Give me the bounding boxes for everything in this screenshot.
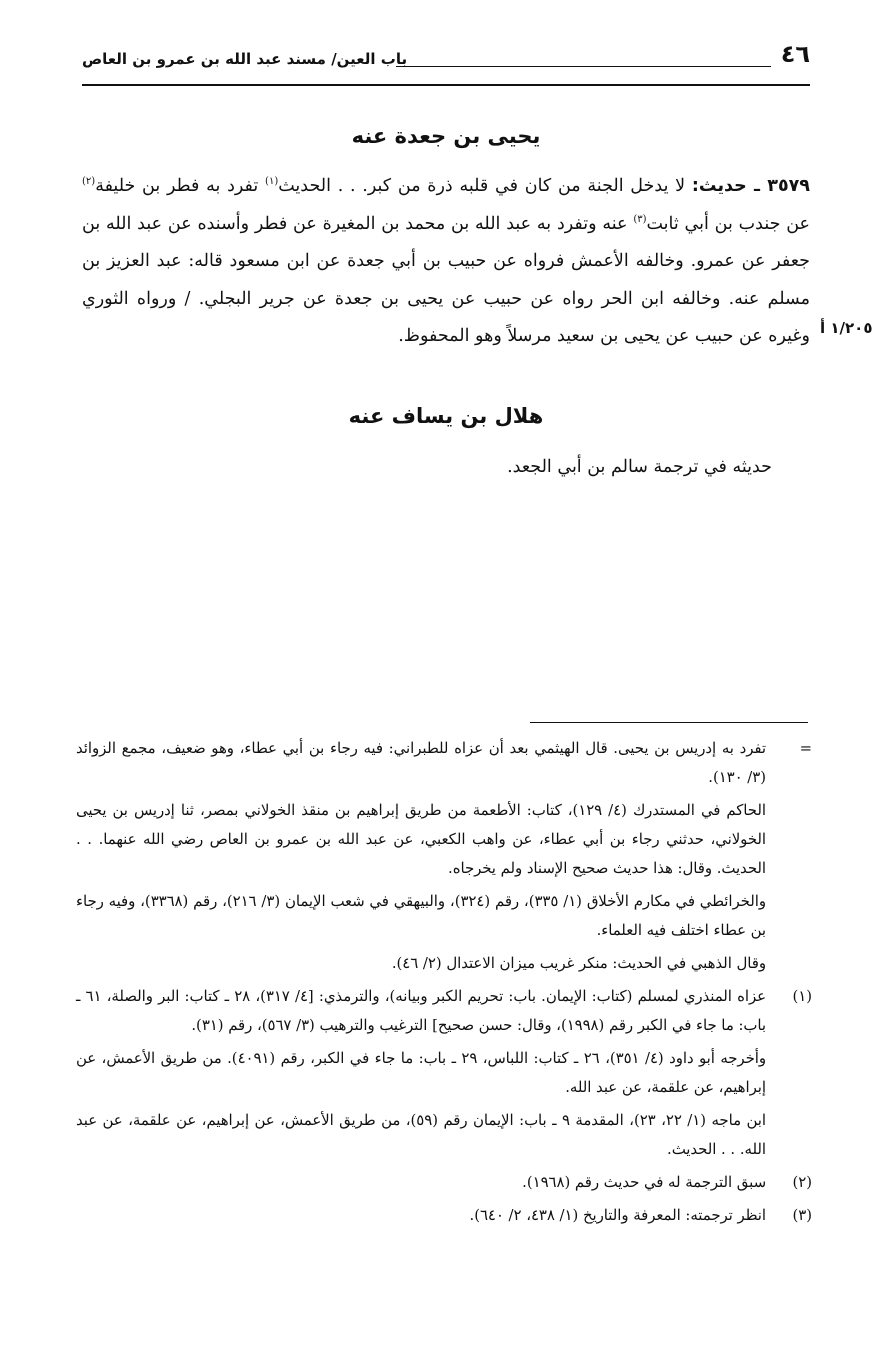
footnote-ref-3: (٣) [633, 213, 647, 225]
hadith-text-3: عنه وتفرد به عبد الله بن محمد بن المغيرة عن فطر وأسنده عن عبد الله بن جعفر عن عمرو. وخالفه الأعمش فرواه عن حبيب بن أبي جعدة عن ابن مسعود قاله: عبد العزيز بن مسلم عنه. وخالفه ابن الحر رواه عن حبيب عن يحيى بن جعدة عن جرير البجلي. / ورواه الثوري وغيره عن حبيب عن يحيى بن سعيد مرسلاً وهو المحفوظ. [82, 213, 810, 346]
footnote-ref-1: (١) [265, 176, 279, 188]
hadith-matn: لا يدخل الجنة من كان في قلبه ذرة من كبر. . . الحديث [278, 176, 686, 196]
footnote-paragraph: تفرد به إدريس بن يحيى. قال الهيثمي بعد أن عزاه للطبراني: فيه رجاء بن أبي عطاء، وهو ضعيف، مجمع الزوائد (٣/ ١٣٠). [76, 740, 766, 786]
footnote-marker: (٢) [792, 1174, 812, 1191]
section-heading-yahya: يحيى بن جعدة عنه [351, 124, 541, 148]
manuscript-folio-note: ١/٢٠٥ أ [820, 319, 873, 337]
footnote-ref-2: (٢) [82, 176, 96, 188]
hadith-3579 [82, 168, 810, 356]
section-heading-hilal: هلال بن يساف عنه [348, 404, 544, 428]
footnote-marker: (١) [792, 988, 812, 1005]
footnote-paragraph: والخرائطي في مكارم الأخلاق (١/ ٣٣٥)، رقم (٣٢٤)، والبيهقي في شعب الإيمان (٣/ ٢١٦)، رقم (٣٣٦٨)، وفيه رجاء بن عطاء اختلف فيه العلماء. [76, 893, 766, 939]
footnotes [76, 734, 812, 1234]
footnote-1 [76, 982, 812, 1164]
page-header [82, 40, 810, 80]
footnote-continued [76, 734, 812, 978]
footnote-marker: = [799, 740, 812, 757]
footnote-paragraph: وأخرجه أبو داود (٤/ ٣٥١)، ٢٦ ـ كتاب: اللباس، ٢٩ ـ باب: ما جاء في الكبر، رقم (٤٠٩١). من طريق الأعمش، عن إبراهيم، عن علقمة، عن عبد الله. [76, 1050, 767, 1096]
footnote-paragraph: ابن ماجه (١/ ٢٢، ٢٣)، المقدمة ٩ ـ باب: الإيمان رقم (٥٩)، من طريق الأعمش، عن إبراهيم، عن علقمة، عن عبد الله. . . الحديث. [76, 1112, 766, 1158]
footnote-2 [76, 1168, 812, 1197]
hilal-text: حديثه في ترجمة سالم بن أبي الجعد. [507, 457, 772, 477]
running-title: باب العين/ مسند عبد الله بن عمرو بن العاص [82, 50, 408, 68]
footnote-paragraph: وقال الذهبي في الحديث: منكر غريب ميزان الاعتدال (٢/ ٤٦). [391, 955, 766, 972]
footnote-3 [76, 1201, 812, 1230]
header-dash-line [396, 66, 771, 67]
footnote-paragraph: سبق الترجمة له في حديث رقم (١٩٦٨). [522, 1174, 766, 1191]
footnote-paragraph: عزاه المنذري لمسلم (كتاب: الإيمان. باب: تحريم الكبر وبيانه)، والترمذي: [٤/ ٣١٧)، ٢٨ ـ كتاب: البر والصلة، ٦١ ـ باب: ما جاء في الكبر رقم (١٩٩٨)، وقال: حسن صحيح] الترغيب والترهيب (٣/ ٥٦٧)، رقم (٣١). [76, 988, 766, 1034]
footnote-marker: (٣) [792, 1207, 812, 1224]
hadith-number: ٣٥٧٩ ـ حديث: [691, 176, 810, 196]
page-number: ٤٦ [780, 40, 810, 68]
hadith-text-2: عن جندب بن أبي ثابت [646, 213, 810, 234]
header-rule [82, 84, 810, 86]
hadith-text-1: تفرد به فطر بن خليفة [95, 176, 259, 196]
footnote-paragraph: الحاكم في المستدرك (٤/ ١٢٩)، كتاب: الأطعمة من طريق إبراهيم بن منقذ الخولاني بمصر، ثنا إدريس بن يحيى الخولاني، حدثني رجاء بن أبي عطاء، عن واهب الكعبي، عن عبد الله بن عمرو بن العاص رضي الله عنهما. . . الحديث. وقال: هذا حديث صحيح الإسناد ولم يخرجاه. [76, 802, 766, 877]
footnote-paragraph: انظر ترجمته: المعرفة والتاريخ (١/ ٤٣٨، ٢/ ٦٤٠). [469, 1207, 766, 1224]
footnote-separator [530, 722, 808, 723]
